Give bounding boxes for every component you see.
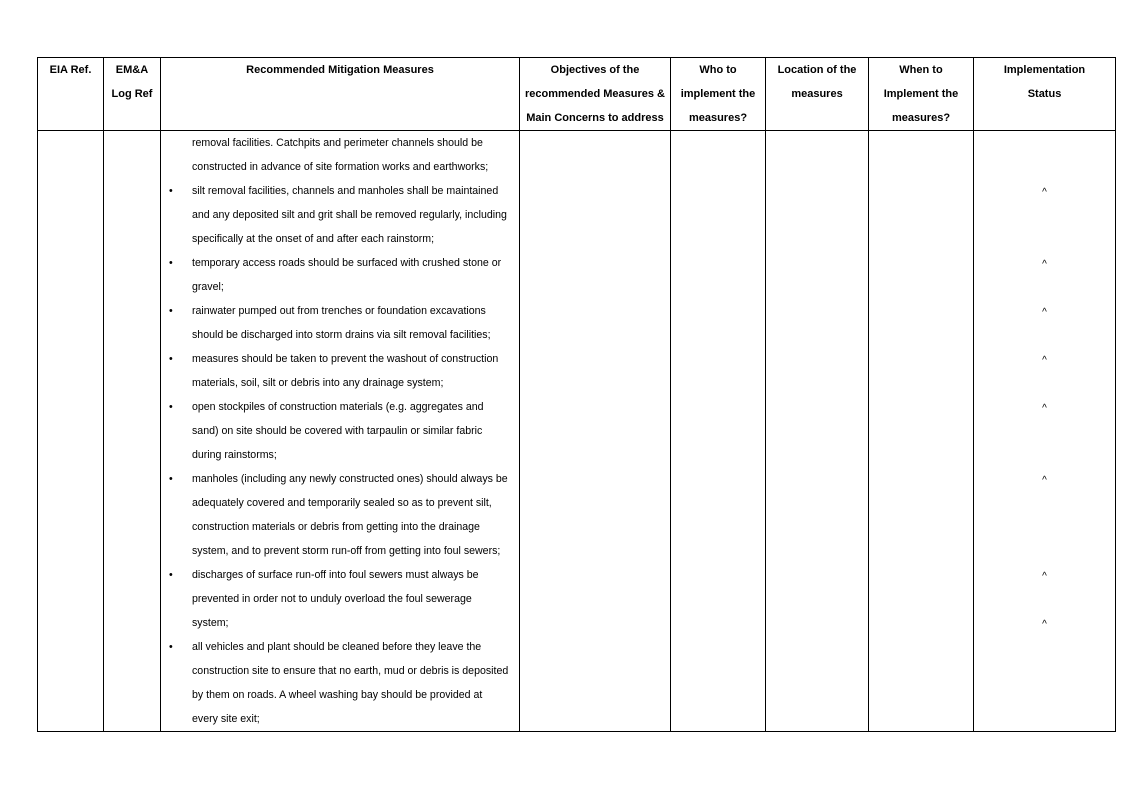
measure-text: prevented in order not to unduly overload the foul sewerage xyxy=(192,593,472,605)
measure-line xyxy=(161,611,519,635)
measure-text: specifically at the onset of and after each rainstorm; xyxy=(192,233,435,245)
measure-text: and any deposited silt and grit shall be removed regularly, including xyxy=(192,209,507,221)
measure-text: system, and to prevent storm run-off from getting into foul sewers; xyxy=(192,545,501,557)
measure-line xyxy=(161,707,519,731)
header-em-a-log-ref xyxy=(104,58,161,131)
measure-text: removal facilities. Catchpits and perimeter channels should be xyxy=(192,137,483,149)
header-objectives xyxy=(520,58,671,131)
header-recommended-measures xyxy=(161,58,520,131)
measure-text: manholes (including any newly constructed ones) should always be xyxy=(192,473,508,485)
status-mark: ^ xyxy=(1042,259,1047,270)
header-implementation-status xyxy=(974,58,1116,131)
table-row xyxy=(38,131,1116,732)
bullet-icon: • xyxy=(169,401,173,413)
header-line: Log Ref xyxy=(111,88,153,100)
measure-line xyxy=(161,419,519,443)
status-mark: ^ xyxy=(1042,475,1047,486)
measure-line xyxy=(161,683,519,707)
status-mark: ^ xyxy=(1042,355,1047,366)
header-line: Implementation xyxy=(1003,64,1086,76)
measure-text: all vehicles and plant should be cleaned before they leave the xyxy=(192,641,482,653)
measure-text: construction materials or debris from getting into the drainage xyxy=(192,521,480,533)
measure-line xyxy=(161,323,519,347)
status-mark: ^ xyxy=(1042,187,1047,198)
measure-line xyxy=(161,299,519,323)
measure-line xyxy=(161,203,519,227)
bullet-icon: • xyxy=(169,185,173,197)
header-eia-ref xyxy=(38,58,104,131)
header-line: implement the xyxy=(680,88,756,100)
measure-line xyxy=(161,467,519,491)
header-when-to-implement xyxy=(869,58,974,131)
measure-text: rainwater pumped out from trenches or foundation excavations xyxy=(192,305,486,317)
measure-text: discharges of surface run-off into foul sewers must always be xyxy=(192,569,479,581)
mitigation-measures-table xyxy=(37,57,1116,732)
status-mark: ^ xyxy=(1042,619,1047,630)
measure-text: should be discharged into storm drains via silt removal facilities; xyxy=(192,329,491,341)
header-line: Location of the xyxy=(777,64,857,76)
header-line: EIA Ref. xyxy=(49,64,92,76)
measure-text: gravel; xyxy=(192,281,224,293)
header-line: measures xyxy=(791,88,843,100)
measure-line xyxy=(161,131,519,155)
measure-text: by them on roads. A wheel washing bay should be provided at xyxy=(192,689,483,701)
when-cell xyxy=(869,131,974,732)
measure-text: sand) on site should be covered with tarpaulin or similar fabric xyxy=(192,425,483,437)
header-line: Status xyxy=(1027,88,1062,100)
bullet-icon: • xyxy=(169,641,173,653)
bullet-icon: • xyxy=(169,569,173,581)
measure-text: during rainstorms; xyxy=(192,449,277,461)
measure-line xyxy=(161,515,519,539)
measure-line xyxy=(161,371,519,395)
measure-text: constructed in advance of site formation works and earthworks; xyxy=(192,161,489,173)
header-line: measures? xyxy=(688,112,748,124)
bullet-icon: • xyxy=(169,353,173,365)
header-line: Implement the xyxy=(883,88,959,100)
header-line: Who to xyxy=(699,64,737,76)
status-cell xyxy=(974,131,1116,732)
measure-line xyxy=(161,347,519,371)
measure-text: construction site to ensure that no earth, mud or debris is deposited xyxy=(192,665,509,677)
measure-text: adequately covered and temporarily sealed so as to prevent silt, xyxy=(192,497,492,509)
measures-list xyxy=(161,131,519,731)
measure-line xyxy=(161,395,519,419)
measure-line xyxy=(161,563,519,587)
status-mark: ^ xyxy=(1042,307,1047,318)
measure-line xyxy=(161,227,519,251)
bullet-icon: • xyxy=(169,257,173,269)
who-cell xyxy=(671,131,766,732)
objectives-cell xyxy=(520,131,671,732)
measure-line xyxy=(161,539,519,563)
measure-line xyxy=(161,587,519,611)
header-location xyxy=(766,58,869,131)
header-who-to-implement xyxy=(671,58,766,131)
eia-ref-cell xyxy=(38,131,104,732)
measures-cell xyxy=(161,131,520,732)
header-line: Objectives of the xyxy=(550,64,640,76)
measure-line xyxy=(161,275,519,299)
measure-text: silt removal facilities, channels and manholes shall be maintained xyxy=(192,185,499,197)
measure-line xyxy=(161,635,519,659)
header-line: measures? xyxy=(891,112,951,124)
status-mark: ^ xyxy=(1042,571,1047,582)
measure-text: system; xyxy=(192,617,229,629)
header-row xyxy=(38,58,1116,131)
measure-text: temporary access roads should be surfaced with crushed stone or xyxy=(192,257,502,269)
header-line: When to xyxy=(899,64,943,76)
header-line: Main Concerns to address xyxy=(526,112,664,124)
measure-text: materials, soil, silt or debris into any drainage system; xyxy=(192,377,444,389)
header-line: EM&A xyxy=(115,64,149,76)
measure-text: measures should be taken to prevent the washout of construction xyxy=(192,353,499,365)
measure-line xyxy=(161,155,519,179)
location-cell xyxy=(766,131,869,732)
measure-line xyxy=(161,491,519,515)
measure-line xyxy=(161,659,519,683)
header-line: Recommended Mitigation Measures xyxy=(246,64,434,76)
measure-text: every site exit; xyxy=(192,713,260,725)
measure-text: open stockpiles of construction materials (e.g. aggregates and xyxy=(192,401,484,413)
measure-line xyxy=(161,179,519,203)
status-mark: ^ xyxy=(1042,403,1047,414)
header-line: recommended Measures & xyxy=(525,88,665,100)
bullet-icon: • xyxy=(169,473,173,485)
measure-line xyxy=(161,251,519,275)
bullet-icon: • xyxy=(169,305,173,317)
em-a-log-ref-cell xyxy=(104,131,161,732)
measure-line xyxy=(161,443,519,467)
